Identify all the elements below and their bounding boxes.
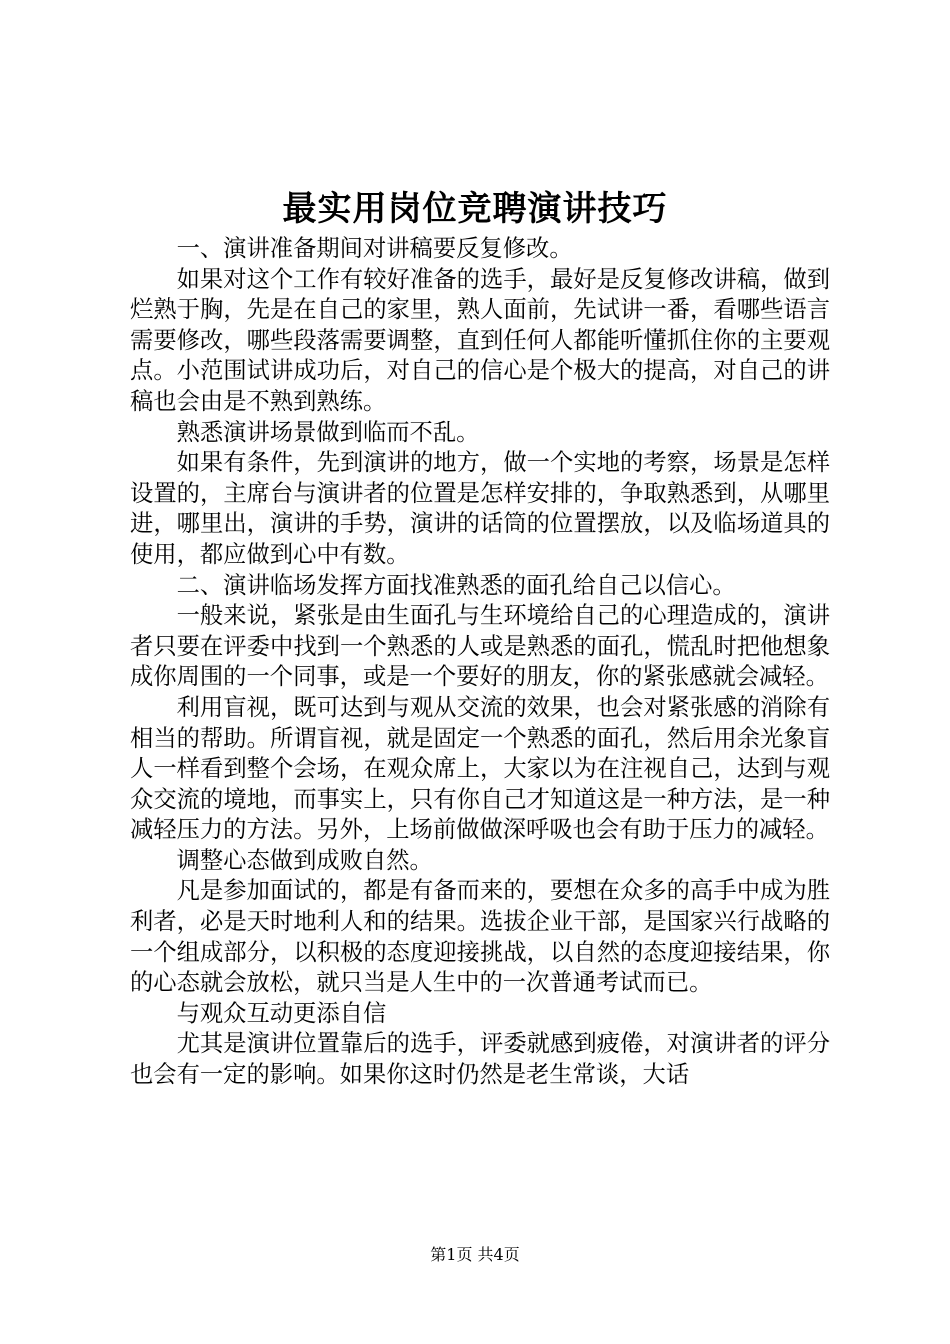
paragraph-7: 利用盲视，既可达到与观从交流的效果，也会对紧张感的消除有相当的帮助。所谓盲视，就是固定一个熟悉的面孔，然后用余光象盲人一样看到整个会场，在观众席上，大家以为在注视自己，达到与观众交流的境地，而事实上，只有你自己才知道这是一种方法，是一种减轻压力的方法。另外，上场前做做深呼吸也会有助于压力的减轻。: [130, 693, 830, 844]
paragraph-11: 尤其是演讲位置靠后的选手，评委就感到疲倦，对演讲者的评分也会有一定的影响。如果你这时仍然是老生常谈，大话: [130, 1030, 830, 1089]
paragraph-9: 凡是参加面试的，都是有备而来的，要想在众多的高手中成为胜利者，必是天时地利人和的结果。选拔企业干部，是国家兴行战略的一个组成部分，以积极的态度迎接挑战，以自然的态度迎接结果，你的心态就会放松，就只当是人生中的一次普通考试而已。: [130, 877, 830, 997]
paragraph-1: 一、演讲准备期间对讲稿要反复修改。: [176, 235, 573, 262]
paragraph-4: 如果有条件，先到演讲的地方，做一个实地的考察，场景是怎样设置的，主席台与演讲者的位置是怎样安排的，争取熟悉到，从哪里进，哪里出，演讲的手势，演讲的话筒的位置摆放，以及临场道具的使用，都应做到心中有数。: [130, 449, 830, 568]
paragraph-5: 二、演讲临场发挥方面找准熟悉的面孔给自己以信心。: [176, 571, 736, 599]
paragraph-3: 熟悉演讲场景做到临而不乱。: [176, 418, 480, 446]
paragraph-8: 调整心态做到成败自然。: [176, 846, 433, 874]
page-footer: 第1页 共4页: [430, 1245, 520, 1264]
document-body: [130, 234, 830, 1091]
paragraph-2: 如果对这个工作有较好准备的选手，最好是反复修改讲稿，做到烂熟于胸，先是在自己的家里，熟人面前，先试讲一番，看哪些语言需要修改，哪些段落需要调整，直到任何人都能听懂抓住你的主要观点。小范围试讲成功后，对自己的信心是个极大的提高，对自己的讲稿也会由是不熟到熟练。: [130, 265, 830, 415]
document-title: 最实用岗位竞聘演讲技巧: [282, 189, 668, 229]
paragraph-10: 与观众互动更添自信: [176, 999, 387, 1027]
paragraph-6: 一般来说，紧张是由生面孔与生环境给自己的心理造成的，演讲者只要在评委中找到一个熟悉的人或是熟悉的面孔，慌乱时把他想象成你周围的一个同事，或是一个要好的朋友，你的紧张感就会减轻。: [130, 602, 830, 691]
